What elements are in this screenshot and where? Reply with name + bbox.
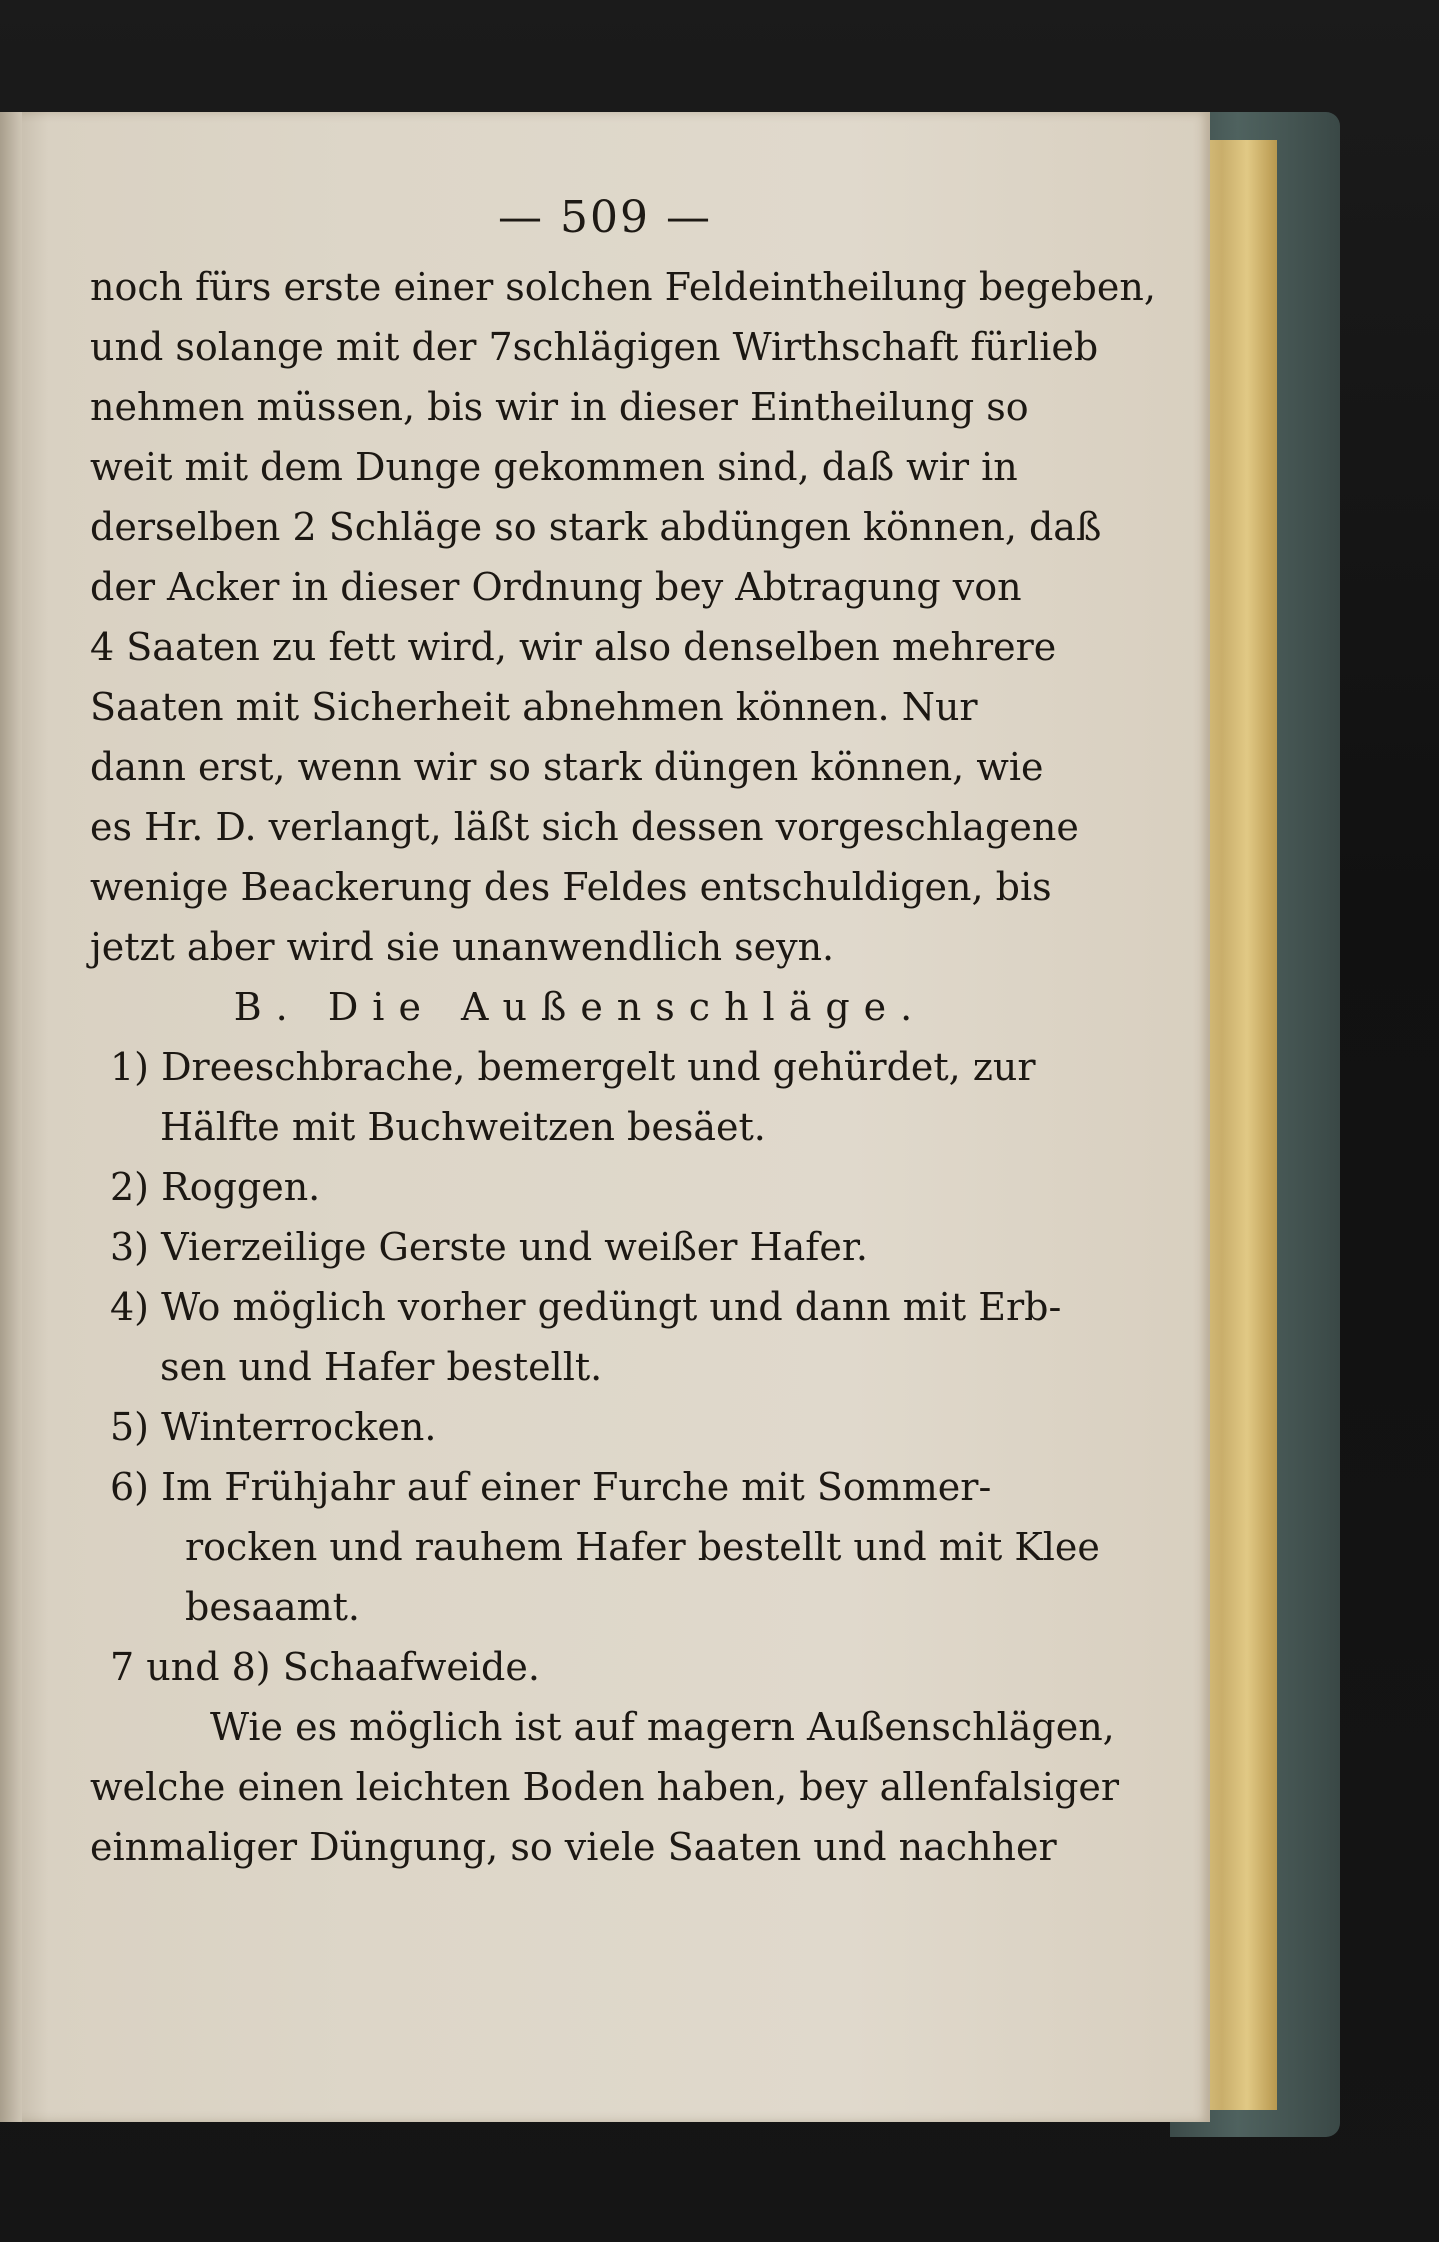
text-line: einmaliger Düngung, so viele Saaten und nachher — [90, 1825, 1057, 1869]
list-item-continuation: besaamt. — [185, 1585, 361, 1629]
section-heading: B. Die Außenschläge. — [233, 985, 927, 1029]
text-line: 4 Saaten zu fett wird, wir also denselben mehrere — [90, 625, 1057, 669]
text-line: jetzt aber wird sie unanwendlich seyn. — [90, 925, 835, 969]
list-item: 7 und 8) Schaafweide. — [110, 1645, 540, 1689]
list-item: 2) Roggen. — [110, 1165, 321, 1209]
list-item-continuation: sen und Hafer bestellt. — [160, 1345, 603, 1389]
text-line: Wie es möglich ist auf magern Außenschlägen, — [210, 1705, 1115, 1749]
page-gutter — [0, 112, 22, 2122]
text-line: dann erst, wenn wir so stark düngen können, wie — [90, 745, 1044, 789]
text-line: noch fürs erste einer solchen Feldeintheilung begeben, — [90, 265, 1156, 309]
list-item: 5) Winterrocken. — [110, 1405, 437, 1449]
text-line: und solange mit der 7schlägigen Wirthschaft fürlieb — [90, 325, 1099, 369]
book-page — [0, 112, 1210, 2122]
text-line: nehmen müssen, bis wir in dieser Eintheilung so — [90, 385, 1029, 429]
text-line: wenige Beackerung des Feldes entschuldigen, bis — [90, 865, 1052, 909]
text-line: derselben 2 Schläge so stark abdüngen können, daß — [90, 505, 1102, 549]
list-item: 3) Vierzeilige Gerste und weißer Hafer. — [110, 1225, 868, 1269]
list-item: 6) Im Frühjahr auf einer Furche mit Sommer- — [110, 1465, 992, 1509]
text-line: weit mit dem Dunge gekommen sind, daß wir in — [90, 445, 1018, 489]
list-item: 1) Dreeschbrache, bemergelt und gehürdet, zur — [110, 1045, 1036, 1089]
text-line: es Hr. D. verlangt, läßt sich dessen vorgeschlagene — [90, 805, 1079, 849]
page-number: — 509 — — [498, 192, 712, 243]
list-item-continuation: rocken und rauhem Hafer bestellt und mit Klee — [185, 1525, 1100, 1569]
list-item-continuation: Hälfte mit Buchweitzen besäet. — [160, 1105, 766, 1149]
page-text — [90, 257, 1156, 1877]
book — [0, 112, 1340, 2137]
text-line: welche einen leichten Boden haben, bey allenfalsiger — [90, 1765, 1120, 1809]
list-item: 4) Wo möglich vorher gedüngt und dann mit Erb- — [110, 1285, 1062, 1329]
text-line: der Acker in dieser Ordnung bey Abtragung von — [90, 565, 1022, 609]
text-line: Saaten mit Sicherheit abnehmen können. Nur — [90, 685, 978, 729]
